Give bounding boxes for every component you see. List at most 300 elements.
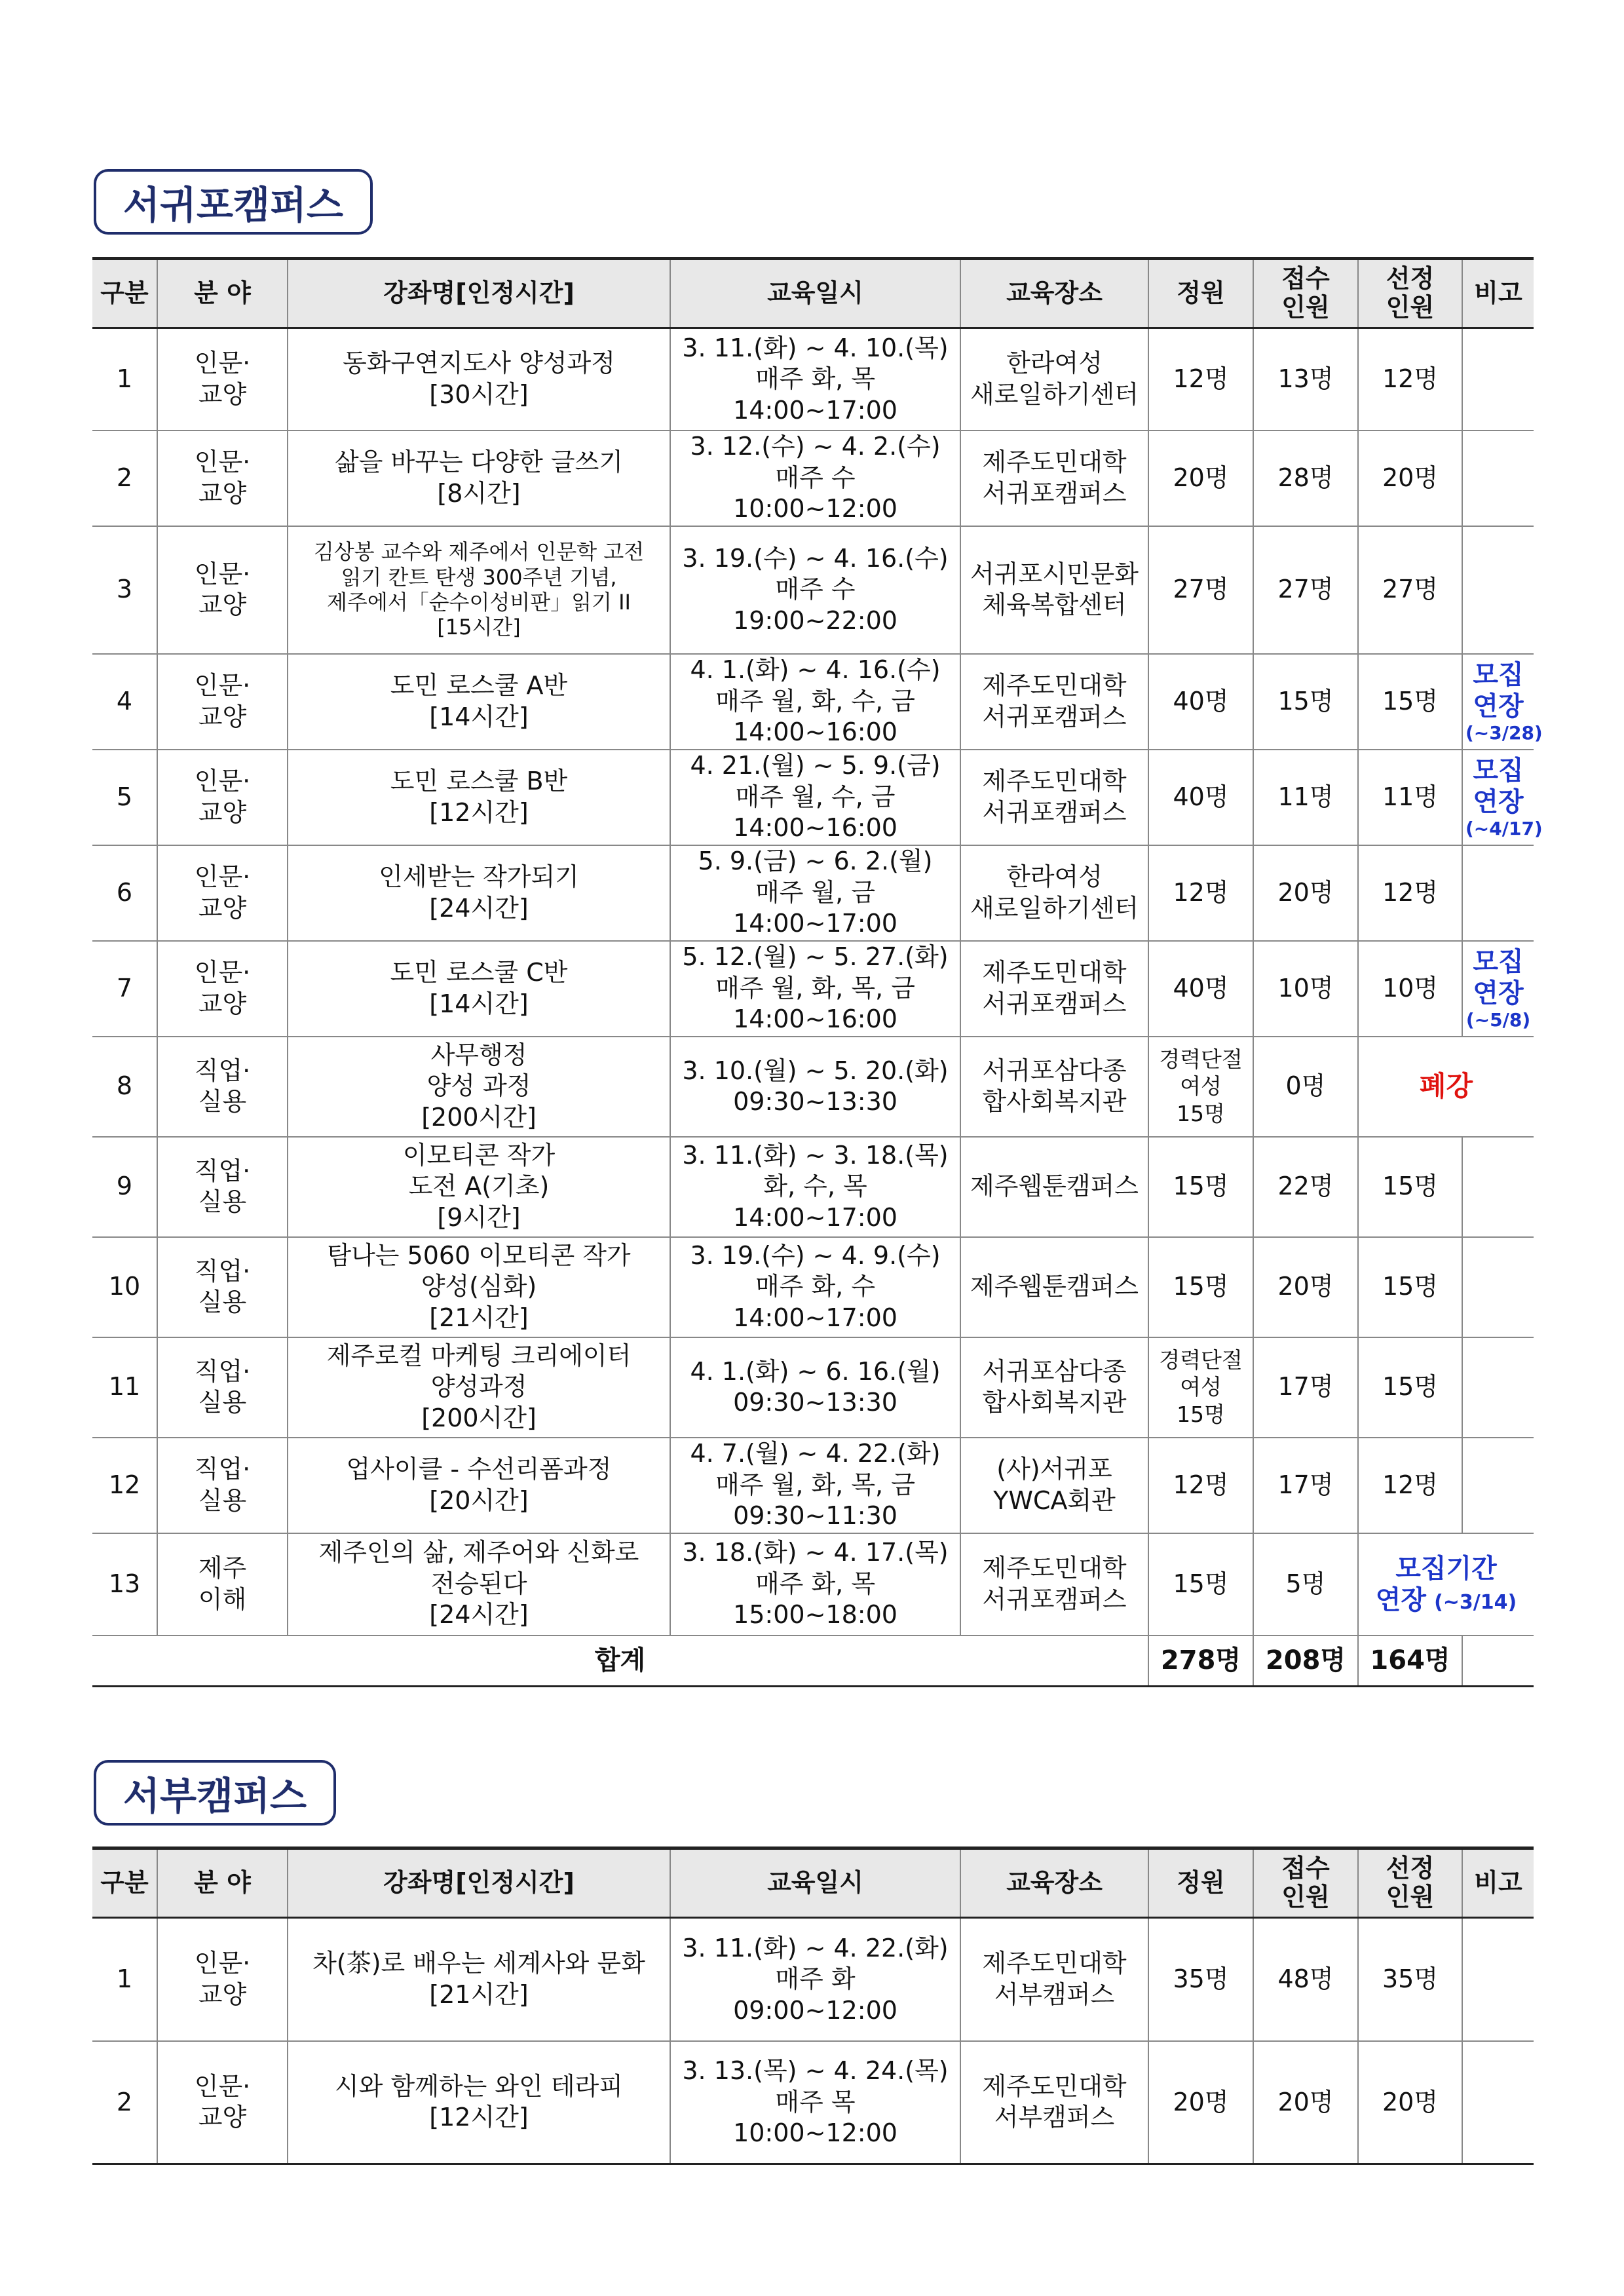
header-course-text: 강좌명[인정시간]: [383, 1868, 575, 1898]
table-header-row: [92, 1848, 1534, 1918]
header-applied-text: 접수: [1281, 1854, 1330, 1883]
course-name: [288, 1438, 670, 1533]
course-schedule-line: 3. 12.(수) ~ 4. 2.(수): [690, 432, 941, 461]
course-schedule-line: 14:00~16:00: [733, 1004, 897, 1034]
capacity-cell: 12명: [1148, 328, 1253, 430]
selected-cell: 20명: [1358, 2041, 1462, 2164]
note-line: 연장: [1473, 978, 1524, 1008]
course-place: [960, 1438, 1148, 1533]
course-name-line: [21시간]: [429, 1980, 529, 2009]
course-schedule: [670, 2041, 960, 2164]
course-name-line: 읽기 칸트 탄생 300주년 기념,: [341, 564, 617, 590]
course-place-line: 제주도민대학: [982, 2071, 1127, 2101]
extended-period-cell: [1358, 1533, 1534, 1636]
capacity-line: 경력단절: [1159, 1347, 1243, 1373]
course-field-line: 교양: [198, 590, 247, 619]
course-field-line: 인문·: [194, 349, 251, 378]
selected-cell: 12명: [1358, 328, 1462, 430]
course-field: [157, 845, 288, 941]
course-name-line: [21시간]: [429, 1303, 529, 1332]
row-number: 12: [92, 1438, 157, 1533]
course-field-line: 교양: [198, 478, 247, 508]
header-note-text: 비고: [1474, 1868, 1522, 1898]
course-place-line: 새로일하기센터: [970, 893, 1139, 923]
course-place-line: 서귀포캠퍼스: [982, 1584, 1127, 1614]
course-schedule-line: 4. 21.(월) ~ 5. 9.(금): [690, 751, 941, 780]
capacity-cell: 15명: [1148, 1137, 1253, 1237]
course-name: [288, 1918, 670, 2041]
course-field: [157, 2041, 288, 2164]
note-line: (~3/28): [1465, 721, 1543, 744]
course-field-line: 인문·: [194, 2071, 251, 2101]
course-name-line: [200시간]: [421, 1403, 537, 1432]
row-number: 13: [92, 1533, 157, 1636]
course-name: [288, 941, 670, 1037]
course-place: [960, 1337, 1148, 1438]
header-note-text: 비고: [1474, 278, 1522, 308]
header-applied: [1253, 259, 1358, 328]
course-schedule: [670, 654, 960, 750]
course-place-line: 한라여성: [1006, 349, 1103, 378]
course-schedule-line: 화, 수, 목: [763, 1172, 867, 1201]
course-name-line: [14시간]: [429, 702, 529, 731]
note-cell: [1462, 2041, 1534, 2164]
course-name: [288, 1037, 670, 1137]
course-schedule-line: 3. 11.(화) ~ 3. 18.(목): [682, 1140, 949, 1170]
extended-until: (~3/14): [1434, 1590, 1517, 1614]
course-field-line: 직업·: [194, 1256, 251, 1286]
header-course-text: 강좌명[인정시간]: [383, 278, 575, 308]
selected-cell: 15명: [1358, 654, 1462, 750]
course-field-line: 직업·: [194, 1156, 251, 1185]
course-place: [960, 526, 1148, 654]
course-place-line: 합사회복지관: [982, 1087, 1127, 1116]
course-table-seogwipo: [92, 257, 1543, 1687]
course-place-line: 제주도민대학: [982, 1554, 1127, 1582]
course-place-line: 서귀포삼다종: [982, 1356, 1127, 1386]
header-note: [1462, 259, 1534, 328]
course-schedule: [670, 845, 960, 941]
course-field-line: 인문·: [194, 671, 251, 700]
course-place-line: 제주도민대학: [982, 671, 1127, 700]
course-place-line: (사)서귀포: [996, 1455, 1112, 1483]
total-applied: 208명: [1253, 1636, 1358, 1687]
header-capacity: [1148, 1848, 1253, 1918]
course-name-line: [30시간]: [429, 379, 529, 409]
header-applied-text: 인원: [1281, 293, 1330, 322]
cancelled-label: 폐강: [1419, 1069, 1473, 1102]
course-field-line: 제주: [198, 1554, 247, 1582]
capacity-line: 15명: [1177, 1100, 1225, 1126]
applied-cell: 28명: [1253, 430, 1358, 526]
table-row: [92, 1337, 1534, 1438]
applied-cell: 20명: [1253, 845, 1358, 941]
total-capacity: 278명: [1148, 1636, 1253, 1687]
row-number: 9: [92, 1137, 157, 1237]
course-place-line: 제주도민대학: [982, 1949, 1127, 1978]
course-place: [960, 1137, 1148, 1237]
course-schedule-line: 5. 12.(월) ~ 5. 27.(화): [682, 942, 949, 972]
course-place: [960, 1037, 1148, 1137]
header-schedule-text: 교육일시: [767, 1868, 863, 1898]
course-name-line: 제주로컬 마케팅 크리에이터: [326, 1341, 632, 1370]
capacity-cell: 12명: [1148, 845, 1253, 941]
applied-cell: 22명: [1253, 1137, 1358, 1237]
course-name-line: 김상봉 교수와 제주에서 인문학 고전: [313, 539, 645, 565]
course-field-line: 교양: [198, 1980, 247, 2009]
course-place-line: 제주웹툰캠퍼스: [970, 1172, 1139, 1201]
note-cell: [1462, 526, 1534, 654]
course-schedule-line: 3. 19.(수) ~ 4. 16.(수): [682, 543, 949, 573]
header-field: [157, 1848, 288, 1918]
course-name-line: [12시간]: [429, 797, 529, 827]
capacity-cell: 35명: [1148, 1918, 1253, 2041]
table-row: [92, 1237, 1534, 1337]
course-place-line: 체육복합센터: [982, 590, 1127, 619]
course-field-line: 실용: [198, 1187, 247, 1216]
course-schedule-line: 14:00~17:00: [733, 909, 897, 938]
course-name: [288, 1237, 670, 1337]
course-name-line: [15시간]: [437, 615, 521, 640]
capacity-cell: [1148, 1337, 1253, 1438]
note-cell: [1462, 654, 1543, 750]
course-name-line: 도전 A(기초): [408, 1172, 550, 1201]
applied-cell: 17명: [1253, 1438, 1358, 1533]
course-schedule: [670, 941, 960, 1037]
course-place-line: 서부캠퍼스: [994, 1980, 1115, 2009]
selected-cell: 35명: [1358, 1918, 1462, 2041]
course-schedule: [670, 1533, 960, 1636]
course-name-line: 이모티콘 작가: [402, 1140, 556, 1170]
course-field: [157, 1918, 288, 2041]
course-schedule-line: 4. 1.(화) ~ 6. 16.(월): [690, 1356, 941, 1386]
header-capacity-text: 정원: [1177, 1868, 1225, 1898]
applied-cell: 10명: [1253, 941, 1358, 1037]
header-place-text: 교육장소: [1006, 1868, 1103, 1898]
note-cell: [1462, 328, 1534, 430]
course-name: [288, 750, 670, 845]
course-schedule-line: 매주 화, 수: [755, 1272, 876, 1301]
selected-cell: 15명: [1358, 1137, 1462, 1237]
course-schedule-line: 09:30~13:30: [733, 1388, 897, 1417]
course-field-line: 실용: [198, 1485, 247, 1515]
total-row: [92, 1636, 1534, 1687]
course-place: [960, 2041, 1148, 2164]
course-schedule-line: 10:00~12:00: [733, 2118, 897, 2147]
course-field: [157, 526, 288, 654]
note-line: 모집: [1473, 946, 1524, 977]
note-cell: [1462, 750, 1543, 845]
course-name: [288, 1337, 670, 1438]
capacity-cell: 20명: [1148, 430, 1253, 526]
course-name-line: 업사이클 - 수선리폼과정: [346, 1455, 612, 1483]
course-field: [157, 654, 288, 750]
header-schedule-text: 교육일시: [767, 278, 863, 308]
course-table-seobu: [92, 1846, 1534, 2165]
course-schedule: [670, 1438, 960, 1533]
table-row: [92, 654, 1534, 750]
course-name-line: [12시간]: [429, 2103, 529, 2132]
selected-cell: 20명: [1358, 430, 1462, 526]
total-label: 합계: [92, 1636, 1148, 1687]
applied-cell: 11명: [1253, 750, 1358, 845]
course-place: [960, 654, 1148, 750]
course-field-line: 직업·: [194, 1056, 251, 1085]
course-name-line: [24시간]: [429, 1600, 529, 1630]
table-row: [92, 430, 1534, 526]
header-schedule: [670, 1848, 960, 1918]
course-place: [960, 845, 1148, 941]
row-number: 5: [92, 750, 157, 845]
course-place-line: 서귀포시민문화: [970, 559, 1139, 588]
header-selected-text: 선정: [1386, 1854, 1435, 1883]
course-name: [288, 654, 670, 750]
course-place: [960, 750, 1148, 845]
course-schedule-line: 매주 화, 목: [755, 364, 876, 393]
header-selected: [1358, 1848, 1462, 1918]
course-place: [960, 328, 1148, 430]
applied-cell: 48명: [1253, 1918, 1358, 2041]
header-course: [288, 259, 670, 328]
extended-label: 연장: [1375, 1584, 1427, 1615]
course-field-line: 교양: [198, 702, 247, 731]
course-field-line: 인문·: [194, 767, 251, 795]
course-name-line: [8시간]: [437, 478, 521, 508]
capacity-cell: 27명: [1148, 526, 1253, 654]
table-row: [92, 2041, 1534, 2164]
course-field-line: 인문·: [194, 448, 251, 476]
course-name-line: [24시간]: [429, 893, 529, 923]
header-selected-text: 인원: [1386, 293, 1435, 322]
course-schedule-line: 09:30~11:30: [733, 1501, 897, 1531]
course-place-line: 서귀포캠퍼스: [982, 989, 1127, 1018]
selected-cell: 15명: [1358, 1337, 1462, 1438]
table-row: [92, 1438, 1534, 1533]
course-schedule-line: 매주 수: [775, 463, 856, 492]
course-place-line: 제주도민대학: [982, 958, 1127, 987]
course-place-line: 서귀포캠퍼스: [982, 797, 1127, 827]
course-place: [960, 1533, 1148, 1636]
course-field-line: 인문·: [194, 862, 251, 891]
course-place-line: 서귀포캠퍼스: [982, 702, 1127, 731]
course-schedule-line: 5. 9.(금) ~ 6. 2.(월): [698, 847, 933, 876]
course-schedule-line: 09:30~13:30: [733, 1087, 897, 1116]
course-name: [288, 1533, 670, 1636]
course-schedule: [670, 1137, 960, 1237]
course-field-line: 실용: [198, 1288, 247, 1316]
course-schedule-line: 매주 월, 화, 수, 금: [715, 686, 915, 716]
header-field: [157, 259, 288, 328]
header-selected: [1358, 259, 1462, 328]
course-schedule-line: 매주 화, 목: [755, 1569, 876, 1598]
note-cell: [1462, 1137, 1534, 1237]
course-name-line: [200시간]: [421, 1102, 537, 1132]
course-name: [288, 526, 670, 654]
course-schedule: [670, 1037, 960, 1137]
total-selected: 164명: [1358, 1636, 1462, 1687]
course-schedule-line: 4. 7.(월) ~ 4. 22.(화): [690, 1439, 941, 1468]
course-name-line: 탐나는 5060 이모티콘 작가: [327, 1240, 631, 1270]
capacity-cell: 40명: [1148, 654, 1253, 750]
course-place-line: 제주도민대학: [982, 767, 1127, 795]
course-name-line: [14시간]: [429, 989, 529, 1018]
course-schedule-line: 매주 수: [775, 575, 856, 604]
header-place: [960, 259, 1148, 328]
course-field: [157, 1438, 288, 1533]
course-schedule: [670, 1237, 960, 1337]
selected-cell: 11명: [1358, 750, 1462, 845]
row-number: 8: [92, 1037, 157, 1137]
course-schedule-line: 14:00~17:00: [733, 1202, 897, 1232]
course-schedule-line: 매주 목: [775, 2087, 856, 2116]
note-cell: [1462, 1918, 1534, 2041]
course-name-line: 양성 과정: [426, 1071, 531, 1101]
capacity-cell: 40명: [1148, 750, 1253, 845]
course-field: [157, 1137, 288, 1237]
applied-cell: 20명: [1253, 1237, 1358, 1337]
course-field-line: 직업·: [194, 1455, 251, 1483]
capacity-line: 여성: [1180, 1073, 1222, 1100]
course-name: [288, 845, 670, 941]
course-schedule: [670, 1918, 960, 2041]
course-name-line: 도민 로스쿨 B반: [390, 767, 568, 795]
course-name-line: 사무행정: [430, 1040, 527, 1069]
course-schedule-line: 매주 화: [775, 1964, 856, 1993]
header-no-text: 구분: [100, 1868, 149, 1898]
course-name: [288, 328, 670, 430]
cancelled-cell: [1358, 1037, 1534, 1137]
header-no: [92, 1848, 157, 1918]
course-schedule-line: 14:00~16:00: [733, 813, 897, 843]
header-capacity-text: 정원: [1177, 278, 1225, 308]
course-name-line: 도민 로스쿨 C반: [390, 958, 568, 987]
course-place-line: 서귀포캠퍼스: [982, 478, 1127, 508]
row-number: 6: [92, 845, 157, 941]
course-name-line: 제주에서「순수이성비판」읽기 II: [327, 590, 631, 615]
course-place-line: 새로일하기센터: [970, 379, 1139, 409]
course-name-line: [20시간]: [429, 1485, 529, 1515]
course-field-line: 인문·: [194, 958, 251, 987]
capacity-cell: 40명: [1148, 941, 1253, 1037]
note-line: 모집: [1473, 659, 1524, 690]
applied-cell: 15명: [1253, 654, 1358, 750]
course-place-line: 서부캠퍼스: [994, 2103, 1115, 2132]
course-place-line: 제주도민대학: [982, 448, 1127, 476]
table-row: [92, 1533, 1534, 1636]
applied-cell: 27명: [1253, 526, 1358, 654]
course-name: [288, 2041, 670, 2164]
course-field-line: 교양: [198, 379, 247, 409]
table-row: [92, 328, 1534, 430]
header-place-text: 교육장소: [1006, 278, 1103, 308]
table-row: [92, 750, 1534, 845]
row-number: 1: [92, 1918, 157, 2041]
note-line: 연장: [1473, 691, 1524, 721]
course-schedule-line: 15:00~18:00: [733, 1600, 897, 1630]
course-field-line: 실용: [198, 1087, 247, 1116]
header-note: [1462, 1848, 1534, 1918]
course-name-line: 차(茶)로 배우는 세계사와 문화: [312, 1949, 645, 1978]
capacity-line: 15명: [1177, 1401, 1225, 1427]
course-field-line: 실용: [198, 1388, 247, 1417]
course-name-line: 제주인의 삶, 제주어와 신화로: [318, 1538, 639, 1567]
course-place: [960, 430, 1148, 526]
row-number: 7: [92, 941, 157, 1037]
row-number: 2: [92, 2041, 157, 2164]
course-name-line: 삶을 바꾸는 다양한 글쓰기: [334, 448, 624, 476]
note-line: (~5/8): [1465, 1008, 1531, 1031]
note-line: 연장: [1473, 786, 1524, 817]
note-line: (~4/17): [1465, 817, 1543, 839]
course-place-line: 합사회복지관: [982, 1388, 1127, 1417]
header-applied-text: 접수: [1281, 264, 1330, 294]
course-place: [960, 941, 1148, 1037]
row-number: 3: [92, 526, 157, 654]
course-name-line: 양성과정: [430, 1372, 527, 1402]
note-cell: [1462, 1237, 1534, 1337]
header-no: [92, 259, 157, 328]
course-schedule-line: 09:00~12:00: [733, 1995, 897, 2025]
row-number: 10: [92, 1237, 157, 1337]
course-schedule: [670, 750, 960, 845]
note-cell: [1462, 430, 1534, 526]
header-course: [288, 1848, 670, 1918]
note-cell: [1462, 845, 1534, 941]
course-field: [157, 941, 288, 1037]
header-capacity: [1148, 259, 1253, 328]
row-number: 1: [92, 328, 157, 430]
section-title-seogwipo: 서귀포캠퍼스: [94, 169, 373, 235]
course-field: [157, 750, 288, 845]
course-name-line: [9시간]: [437, 1202, 521, 1232]
course-schedule-line: 3. 10.(월) ~ 5. 20.(화): [682, 1056, 949, 1085]
selected-cell: 10명: [1358, 941, 1462, 1037]
course-field: [157, 1533, 288, 1636]
course-place: [960, 1237, 1148, 1337]
header-applied: [1253, 1848, 1358, 1918]
capacity-line: 여성: [1180, 1374, 1222, 1400]
header-schedule: [670, 259, 960, 328]
total-note: [1462, 1636, 1534, 1687]
table-header-row: [92, 259, 1534, 328]
table-row: [92, 1037, 1534, 1137]
course-schedule: [670, 1337, 960, 1438]
course-schedule-line: 14:00~17:00: [733, 395, 897, 425]
row-number: 11: [92, 1337, 157, 1438]
course-name-line: 동화구연지도사 양성과정: [343, 349, 615, 378]
course-schedule: [670, 328, 960, 430]
course-schedule-line: 4. 1.(화) ~ 4. 16.(수): [690, 655, 941, 685]
course-name-line: 전승된다: [430, 1569, 527, 1598]
course-field-line: 교양: [198, 797, 247, 827]
course-schedule: [670, 430, 960, 526]
selected-cell: 12명: [1358, 845, 1462, 941]
note-cell: [1462, 1337, 1534, 1438]
applied-cell: 13명: [1253, 328, 1358, 430]
course-name-line: 시와 함께하는 와인 테라피: [334, 2071, 624, 2101]
course-field-line: 교양: [198, 893, 247, 923]
note-line: 모집: [1473, 755, 1524, 786]
capacity-cell: 20명: [1148, 2041, 1253, 2164]
course-field-line: 직업·: [194, 1356, 251, 1386]
note-cell: [1462, 1438, 1534, 1533]
extended-period-detail: [1361, 1584, 1531, 1616]
header-selected-text: 인원: [1386, 1883, 1435, 1911]
course-schedule-line: 3. 18.(화) ~ 4. 17.(목): [682, 1538, 949, 1567]
header-no-text: 구분: [100, 278, 149, 308]
course-field-line: 교양: [198, 989, 247, 1018]
course-field: [157, 1037, 288, 1137]
